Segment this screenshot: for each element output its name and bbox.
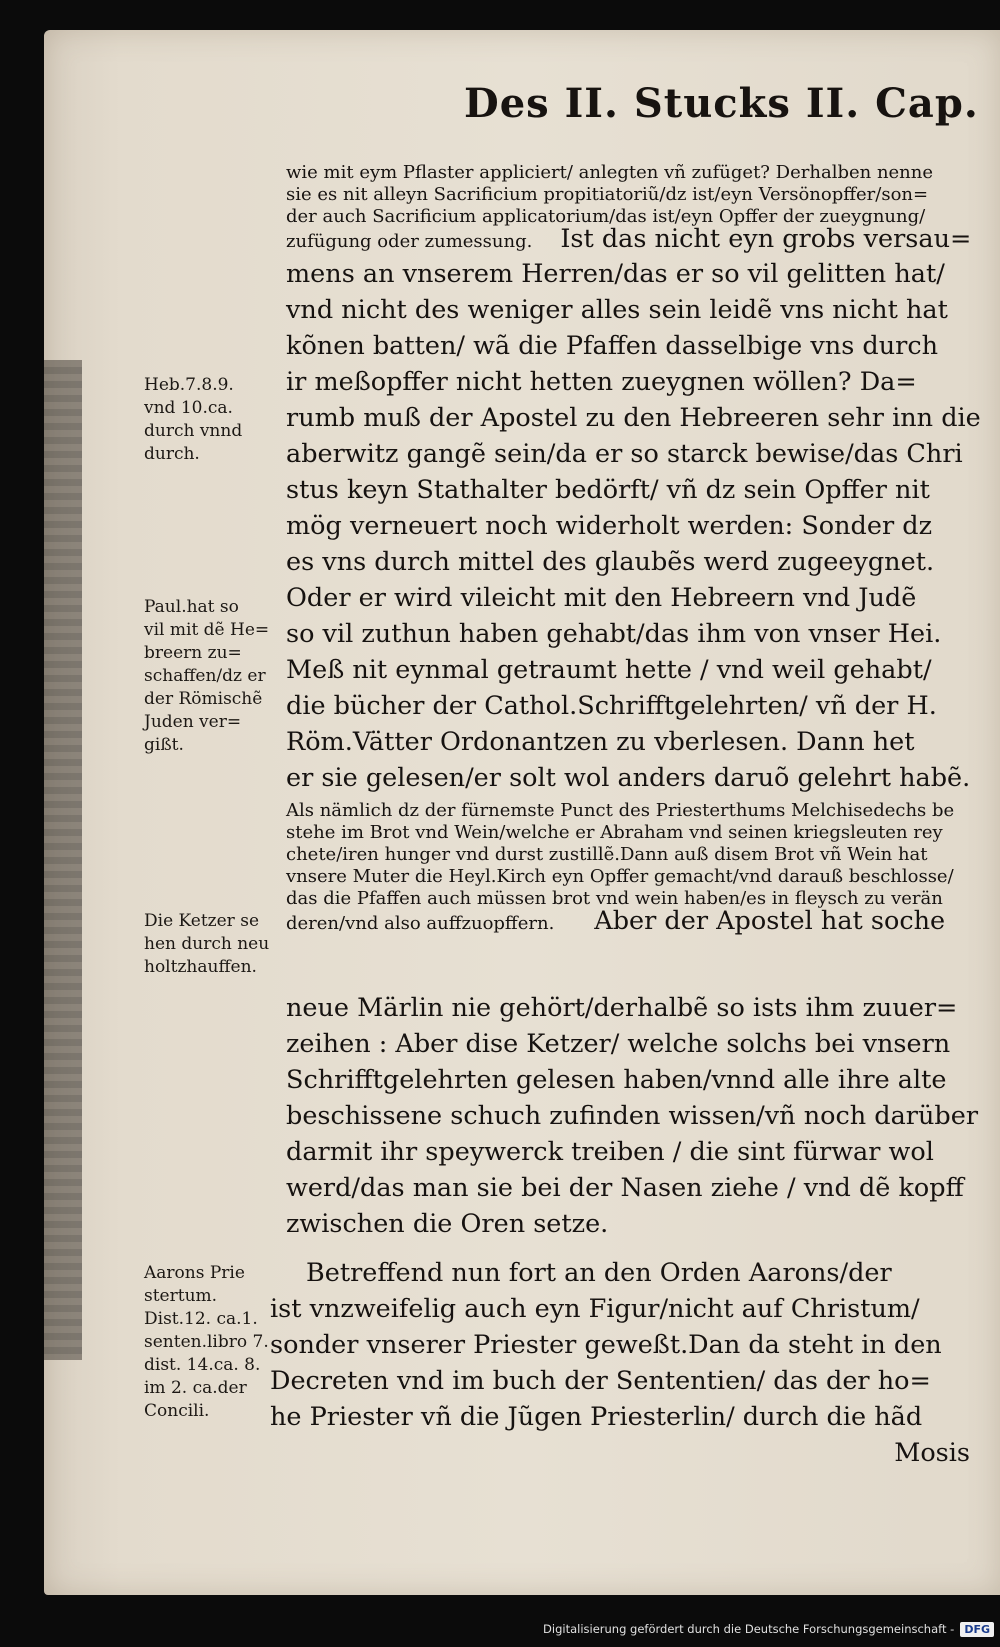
text-line: aberwitz gangẽ sein/da er so starck bewise/das Chri [286,439,963,469]
text-line: zeihen : Aber dise Ketzer/ welche solchs bei vnsern [286,1029,951,1059]
note-line: Heb.7.8.9. [144,375,234,395]
note-line: der Römischẽ [144,689,263,709]
note-line: vnd 10.ca. [144,398,233,418]
text-line: werd/das man sie bei der Nasen ziehe / vnd dẽ kopff [286,1173,964,1203]
text-line: Schrifftgelehrten gelesen haben/vnnd alle ihre alte [286,1065,947,1095]
text-line: darmit ihr speywerck treiben / die sint fürwar wol [286,1137,934,1167]
book-page [44,30,1000,1595]
note-line: senten.libro 7. [144,1332,269,1352]
text-line: mög verneuert noch widerholt werden: Sonder dz [286,511,933,541]
text-line: Röm.Vätter Ordonantzen zu vberlesen. Dann het [286,727,915,757]
text-line: Decreten vnd im buch der Sententien/ das der ho= [270,1366,931,1396]
note-line: dist. 14.ca. 8. [144,1355,261,1375]
footer-text: Digitalisierung gefördert durch die Deutsche Forschungsgemeinschaft - [543,1622,955,1636]
text-line: so vil zuthun haben gehabt/das ihm von vnser Hei. [286,619,942,649]
note-line: Aarons Prie [144,1263,245,1283]
note-line: hen durch neu [144,934,270,954]
note-line: schaffen/dz er [144,666,266,686]
note-line: gißt. [144,735,184,755]
text-line: sonder vnserer Priester geweßt.Dan da steht in den [270,1330,942,1360]
text-line: neue Märlin nie gehört/derhalbẽ so ists ihm zuuer= [286,993,958,1023]
text-line [286,906,1000,936]
text-line: er sie gelesen/er solt wol anders daruõ gelehrt habẽ. [286,763,971,793]
note-line: Dist.12. ca.1. [144,1309,258,1329]
margin-note-aaron [144,1262,284,1423]
adjacent-page-edge [44,360,82,1360]
small-text-block-1 [286,162,1000,253]
text-line: mens an vnserem Herren/das er so vil gelitten hat/ [286,259,945,289]
text-line: rumb muß der Apostel zu den Hebreeren sehr inn die [286,403,981,433]
note-line: durch vnnd [144,421,243,441]
note-line: breern zu= [144,643,242,663]
text-line: ist vnzweifelig auch eyn Figur/nicht auf Christum/ [270,1294,920,1324]
text-line: es vns durch mittel des glaubẽs werd zugeeygnet. [286,547,935,577]
note-line: holtzhauffen. [144,957,257,977]
text-line: der auch Sacrificium applicatorium/das ist/eyn Opffer der zueygnung/ [286,206,926,227]
text-fragment: zufügung oder zumessung. [286,231,533,252]
text-line [286,224,1000,254]
large-text-block-1 [286,256,1000,796]
margin-note-ketzer [144,910,284,979]
digitization-footer [543,1619,994,1639]
large-text-block-3 [270,1255,1000,1471]
text-line: beschissene schuch zufinden wissen/vñ noch darüber [286,1101,979,1131]
note-line: Paul.hat so [144,597,239,617]
text-line: vnsere Muter die Heyl.Kirch eyn Opffer gemacht/vnd darauß beschlosse/ [286,866,954,887]
text-line: ir meßopffer nicht hetten zueygnen wöllen? Da= [286,367,917,397]
text-line: Oder er wird vileicht mit den Hebreern vnd Judẽ [286,583,917,613]
text-line: kõnen batten/ wã die Pfaffen dasselbige vns durch [286,331,939,361]
text-line: wie mit eym Pflaster appliciert/ anlegten vñ zufüget? Derhalben nenne [286,162,934,183]
text-fragment: deren/vnd also auffzuopffern. [286,913,555,934]
text-line: zwischen die Oren setze. [286,1209,609,1239]
text-line: Als nämlich dz der fürnemste Punct des Priesterthums Melchisedechs be [286,800,955,821]
text-line: he Priester vñ die Jũgen Priesterlin/ durch die hãd [270,1402,923,1432]
note-line: durch. [144,444,200,464]
note-line: Juden ver= [144,712,242,732]
text-line: sie es nit alleyn Sacrificium propitiatoriũ/dz ist/eyn Versönopffer/son= [286,184,929,205]
text-line: Meß nit eynmal getraumt hette / vnd weil gehabt/ [286,655,932,685]
note-line: stertum. [144,1286,218,1306]
margin-note-paul [144,596,284,757]
text-line: das die Pfaffen auch müssen brot vnd wein haben/es in fleysch zu verän [286,888,943,909]
note-line: im 2. ca.der [144,1378,247,1398]
text-line: chete/iren hunger vnd durst zustillẽ.Dann auß disem Brot vñ Wein hat [286,844,928,865]
note-line: Die Ketzer se [144,911,259,931]
text-line: die bücher der Cathol.Schrifftgelehrten/ vñ der H. [286,691,937,721]
text-line: vnd nicht des weniger alles sein leidẽ vns nicht hat [286,295,948,325]
text-line: stus keyn Stathalter bedörft/ vñ dz sein Opffer nit [286,475,930,505]
text-fragment: Aber der Apostel hat soche [594,906,946,936]
note-line: vil mit dẽ He= [144,620,270,640]
text-line: Betreffend nun fort an den Orden Aarons/der [306,1258,892,1288]
catchword: Mosis [894,1438,970,1468]
running-title: Des II. Stucks II. Cap. [464,80,979,127]
dfg-logo: DFG [960,1622,994,1637]
large-text-block-2 [286,990,1000,1242]
small-text-block-2 [286,800,1000,935]
note-line: Concili. [144,1401,210,1421]
text-fragment: Ist das nicht eyn grobs versau= [560,224,972,254]
text-line: stehe im Brot vnd Wein/welche er Abraham vnd seinen kriegsleuten rey [286,822,943,843]
margin-note-hebrews [144,374,284,466]
